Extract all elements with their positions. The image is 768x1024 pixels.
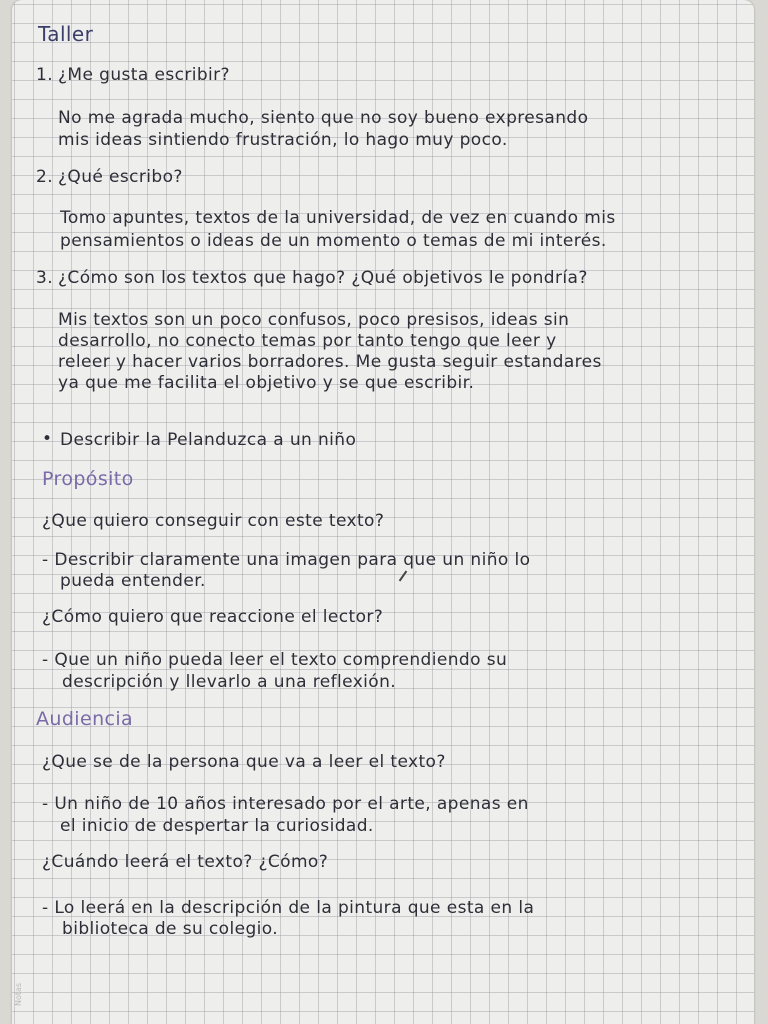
proposito-answer-2-line-2: descripción y llevarlo a una reflexión. <box>62 672 397 692</box>
audiencia-answer-1-line-1: - Un niño de 10 años interesado por el arte, apenas en <box>42 794 529 814</box>
answer-1-line-1: No me agrada mucho, siento que no soy bueno expresando <box>58 108 589 128</box>
proposito-answer-2-line-1: - Que un niño pueda leer el texto comprendiendo su <box>42 650 508 670</box>
audiencia-answer-1-line-2: el inicio de despertar la curiosidad. <box>60 816 374 836</box>
audiencia-question-2: ¿Cuándo leerá el texto? ¿Cómo? <box>42 852 329 872</box>
notebook-brand-tag: Notas <box>14 982 23 1006</box>
proposito-question-1: ¿Que quiero conseguir con este texto? <box>42 511 385 531</box>
proposito-answer-1-line-2: pueda entender. <box>60 571 206 591</box>
answer-1-line-2: mis ideas sintiendo frustración, lo hago muy poco. <box>58 130 508 150</box>
answer-3-line-1: Mis textos son un poco confusos, poco presisos, ideas sin <box>58 310 570 330</box>
page-title: Taller <box>38 22 94 46</box>
question-2-text: ¿Qué escribo? <box>58 167 183 187</box>
heading-proposito: Propósito <box>42 468 134 490</box>
question-2-number: 2. <box>36 167 54 187</box>
answer-3-line-2: desarrollo, no conecto temas por tanto tengo que leer y <box>58 331 557 351</box>
question-3-text: ¿Cómo son los textos que hago? ¿Qué objetivos le pondría? <box>58 268 588 288</box>
answer-3-line-3: releer y hacer varios borradores. Me gusta seguir estandares <box>58 352 602 372</box>
question-3-number: 3. <box>36 268 54 288</box>
question-1-text: ¿Me gusta escribir? <box>58 65 230 85</box>
audiencia-question-1: ¿Que se de la persona que va a leer el texto? <box>42 752 446 772</box>
task-text: Describir la Pelanduzca a un niño <box>60 430 357 450</box>
answer-2-line-1: Tomo apuntes, textos de la universidad, de vez en cuando mis <box>60 208 616 228</box>
heading-audiencia: Audiencia <box>36 708 134 730</box>
question-1-number: 1. <box>36 65 54 85</box>
task-bullet: • <box>42 429 53 449</box>
answer-3-line-4: ya que me facilita el objetivo y se que escribir. <box>58 373 475 393</box>
answer-2-line-2: pensamientos o ideas de un momento o temas de mi interés. <box>60 231 607 251</box>
proposito-question-2: ¿Cómo quiero que reaccione el lector? <box>42 607 384 627</box>
audiencia-answer-2-line-1: - Lo leerá en la descripción de la pintura que esta en la <box>42 898 535 918</box>
proposito-answer-1-line-1: - Describir claramente una imagen para que un niño lo <box>42 550 531 570</box>
audiencia-answer-2-line-2: biblioteca de su colegio. <box>62 919 279 939</box>
